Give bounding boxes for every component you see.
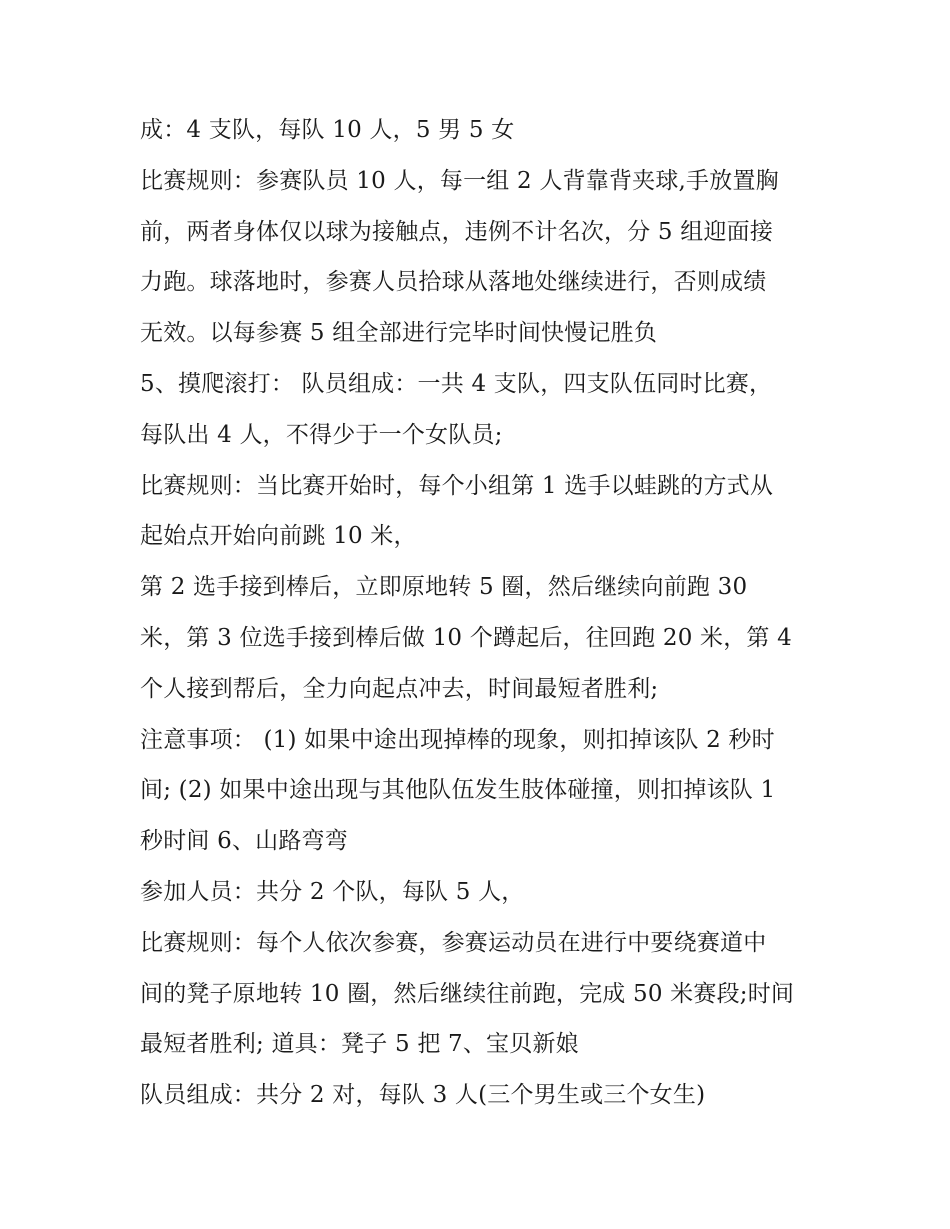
text-line: 无效。以每参赛 5 组全部进行完毕时间快慢记胜负 [140,320,658,347]
text-line: 个人接到帮后，全力向起点冲去，时间最短者胜利; [140,675,659,702]
document-body [140,108,830,1124]
text-line: 5、摸爬滚打： 队员组成：一共 4 支队，四支队伍同时比赛， [140,370,773,397]
text-line: 参加人员：共分 2 个队，每队 5 人， [140,878,525,905]
text-line: 间; (2) 如果中途出现与其他队伍发生肢体碰撞，则扣掉该队 1 [140,777,776,804]
text-line: 队员组成：共分 2 对，每队 3 人(三个男生或三个女生) [140,1082,706,1109]
text-line: 注意事项： (1) 如果中途出现掉棒的现象，则扣掉该队 2 秒时 [140,726,775,753]
text-line: 比赛规则：当比赛开始时，每个小组第 1 选手以蛙跳的方式从 [140,472,774,499]
text-line: 第 2 选手接到棒后，立即原地转 5 圈，然后继续向前跑 30 [140,574,748,601]
text-line: 每队出 4 人，不得少于一个女队员; [140,421,503,448]
text-line: 比赛规则：参赛队员 10 人，每一组 2 人背靠背夹球,手放置胸 [140,167,779,194]
text-line: 起始点开始向前跳 10 米， [140,523,417,550]
text-line: 力跑。球落地时，参赛人员拾球从落地处继续进行，否则成绩 [140,269,767,296]
text-line: 比赛规则：每个人依次参赛，参赛运动员在进行中要绕赛道中 [140,929,767,956]
text-line: 最短者胜利; 道具：凳子 5 把 7、宝贝新娘 [140,1031,579,1058]
text-line: 前，两者身体仅以球为接触点，违例不计名次，分 5 组迎面接 [140,218,774,245]
text-line: 成：4 支队，每队 10 人，5 男 5 女 [140,117,515,143]
text-line: 米，第 3 位选手接到棒后做 10 个蹲起后，往回跑 20 米，第 4 [140,624,792,651]
text-line: 秒时间 6、山路弯弯 [140,828,348,855]
text-line: 间的凳子原地转 10 圈，然后继续往前跑，完成 50 米赛段;时间 [140,980,795,1007]
